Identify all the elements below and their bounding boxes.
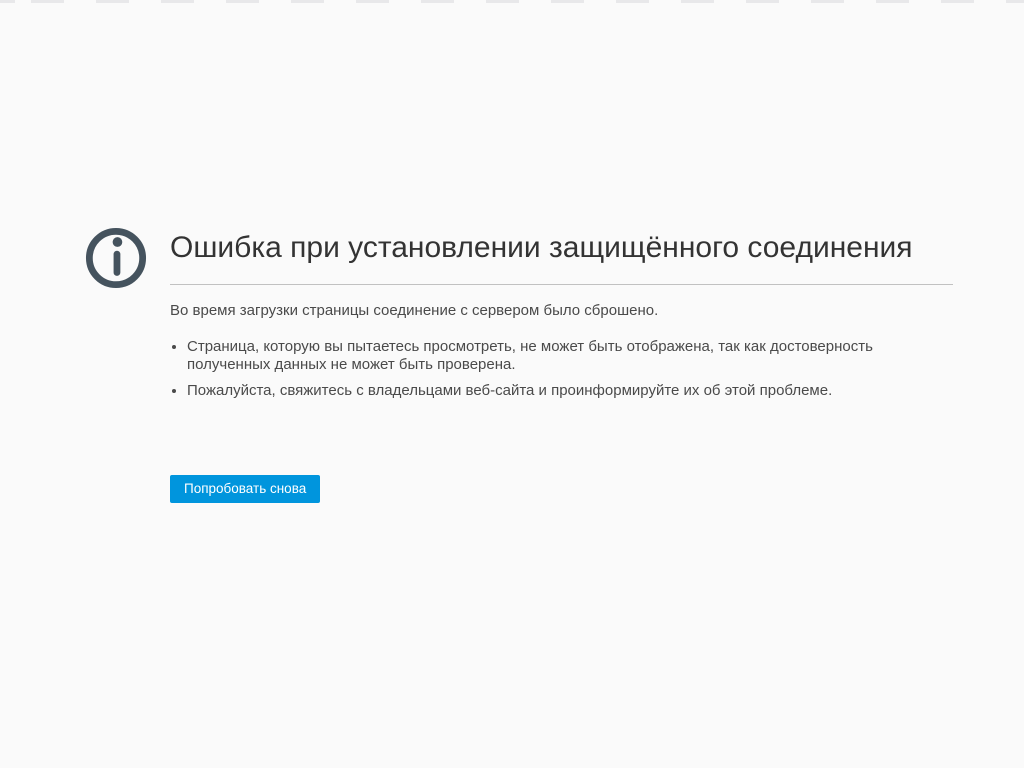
error-description: Во время загрузки страницы соединение с сервером было сброшено.: [170, 302, 659, 319]
error-details-list: [170, 338, 953, 400]
retry-button[interactable]: Попробовать снова: [170, 475, 320, 503]
error-content: [170, 225, 953, 503]
secure-connection-error-page: [85, 225, 953, 503]
error-title: Ошибка при установлении защищённого соединения: [170, 231, 913, 264]
list-item-certificate-warning: • Страница, которую вы пытаетесь просмотреть, не может быть отображена, так как достоверность полученных данных не может быть проверена.: [187, 338, 953, 374]
list-item-contact-owner: • Пожалуйста, свяжитесь с владельцами веб-сайта и проинформируйте их об этой проблеме.: [187, 382, 953, 400]
top-edge-pattern: [0, 0, 1024, 3]
info-icon: [85, 227, 147, 289]
divider: [170, 284, 953, 285]
